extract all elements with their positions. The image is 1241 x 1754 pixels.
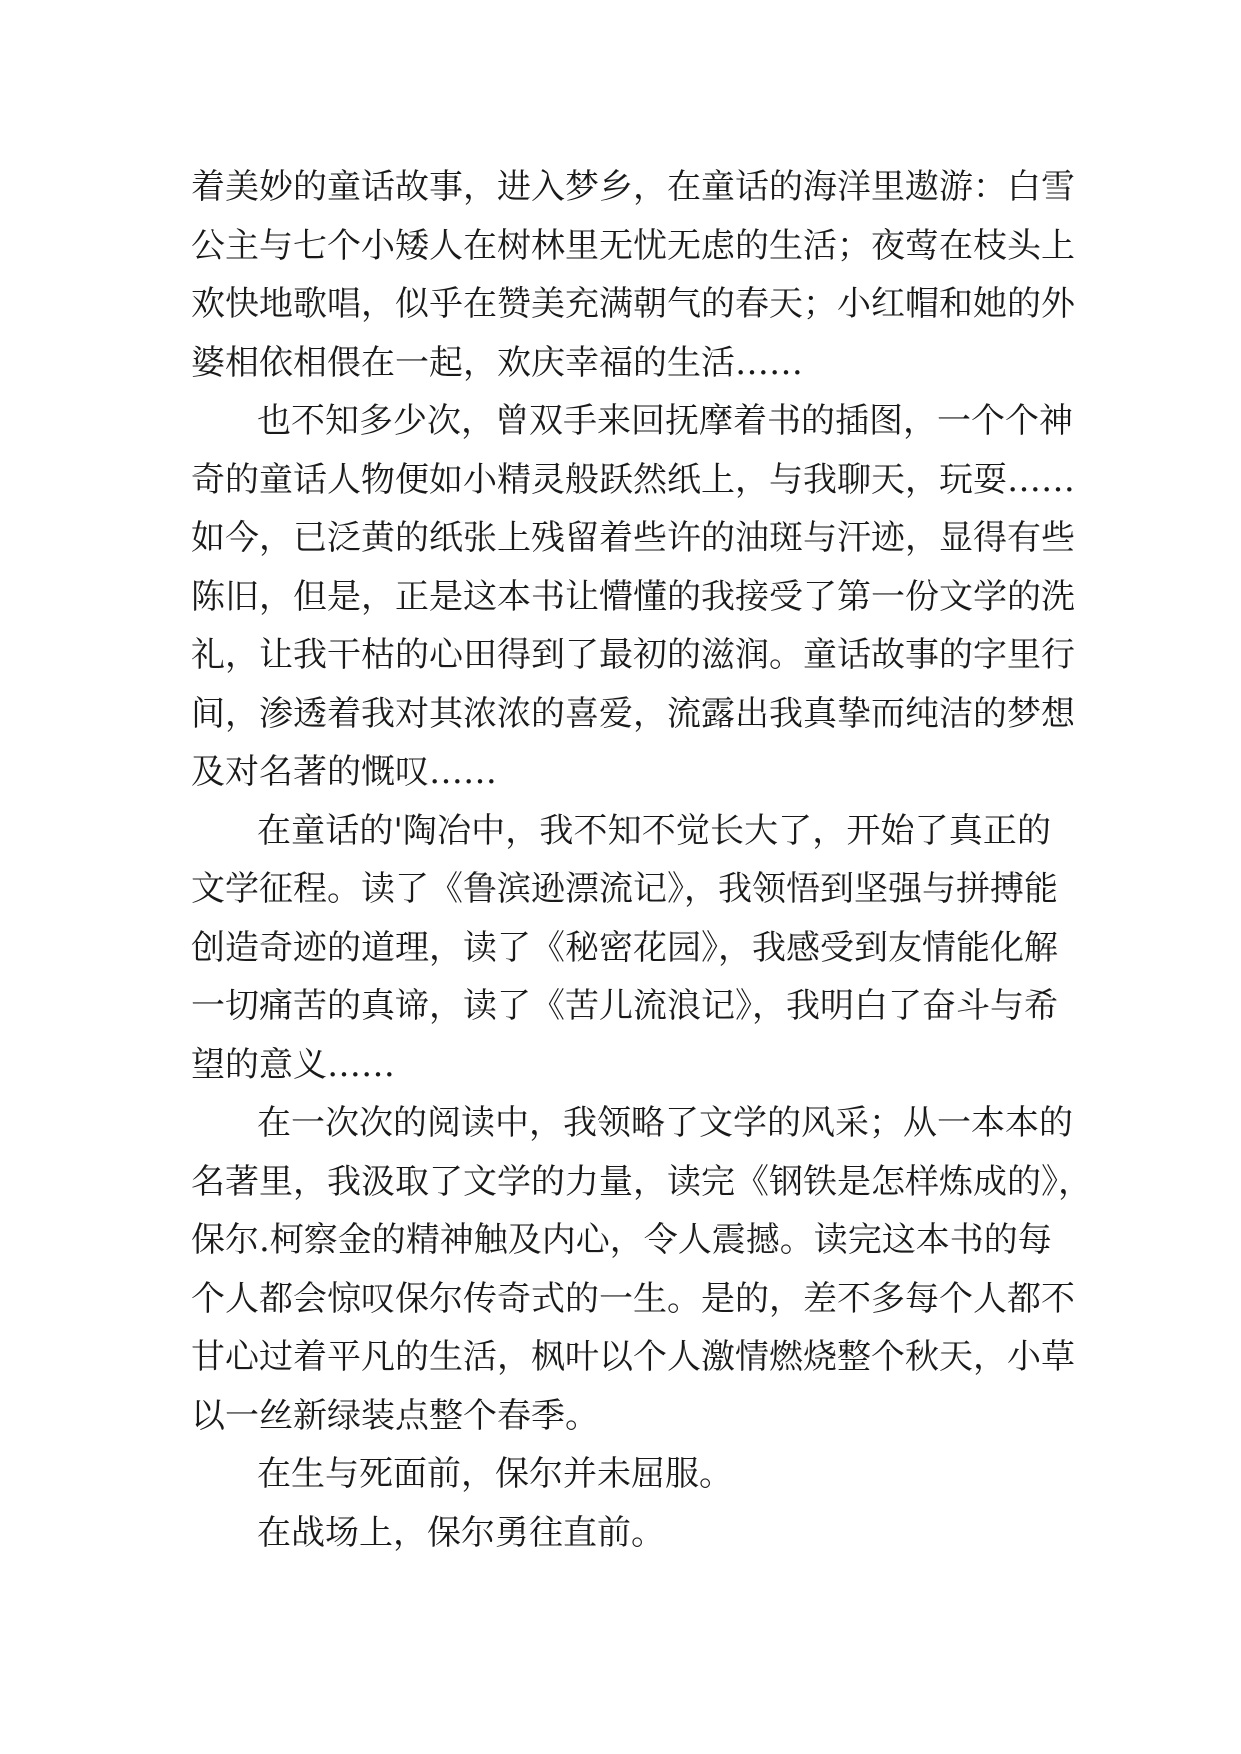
text-line: 创造奇迹的道理，读了《秘密花园》，我感受到友情能化解 bbox=[191, 927, 1058, 968]
text-line: 个人都会惊叹保尔传奇式的一生。是的，差不多每个人都不 bbox=[191, 1278, 1075, 1319]
text-line: 欢快地歌唱，似乎在赞美充满朝气的春天；小红帽和她的外 bbox=[191, 284, 1075, 324]
text-line: 奇的童话人物便如小精灵般跃然纸上，与我聊天，玩耍…… bbox=[191, 459, 1075, 500]
text-line: 间，渗透着我对其浓浓的喜爱，流露出我真挚而纯洁的梦想 bbox=[191, 693, 1075, 734]
paragraph-start-line: 也不知多少次，曾双手来回抚摩着书的插图，一个个神 bbox=[257, 401, 1073, 441]
paragraph-start-line: 在一次次的阅读中，我领略了文学的风采；从一本本的 bbox=[257, 1103, 1073, 1143]
text-line: 一切痛苦的真谛，读了《苦儿流浪记》，我明白了奋斗与希 bbox=[191, 986, 1058, 1026]
text-line: 陈旧，但是，正是这本书让懵懂的我接受了第一份文学的洗 bbox=[191, 576, 1075, 617]
paragraph-end-line: 婆相依相偎在一起，欢庆幸福的生活…… bbox=[191, 342, 803, 383]
paragraph-end-line: 及对名著的慨叹…… bbox=[191, 752, 497, 792]
body-text bbox=[191, 158, 1092, 1562]
paragraph-end-line: 望的意义…… bbox=[191, 1044, 395, 1085]
text-line: 如今，已泛黄的纸张上残留着些许的油斑与汗迹，显得有些 bbox=[191, 518, 1075, 558]
text-line: 公主与七个小矮人在树林里无忧无虑的生活；夜莺在枝头上 bbox=[191, 225, 1075, 266]
text-line: 文学征程。读了《鲁滨逊漂流记》，我领悟到坚强与拼搏能 bbox=[191, 869, 1058, 909]
text-line: 甘心过着平凡的生活，枫叶以个人激情燃烧整个秋天，小草 bbox=[191, 1337, 1075, 1377]
paragraph-single-line: 在战场上，保尔勇往直前。 bbox=[257, 1512, 665, 1553]
text-line: 着美妙的童话故事，进入梦乡，在童话的海洋里遨游：白雪 bbox=[191, 167, 1075, 207]
paragraph-start-line: 在童话的'陶冶中，我不知不觉长大了，开始了真正的 bbox=[257, 810, 1051, 851]
paragraph-single-line: 在生与死面前，保尔并未屈服。 bbox=[257, 1454, 733, 1494]
paragraph-end-line: 以一丝新绿装点整个春季。 bbox=[191, 1395, 599, 1436]
text-line: 名著里，我汲取了文学的力量，读完《钢铁是怎样炼成的》， bbox=[191, 1161, 1092, 1202]
text-line: 礼，让我干枯的心田得到了最初的滋润。童话故事的字里行 bbox=[191, 635, 1075, 675]
text-line: 保尔.柯察金的精神触及内心，令人震撼。读完这本书的每 bbox=[191, 1220, 1052, 1260]
